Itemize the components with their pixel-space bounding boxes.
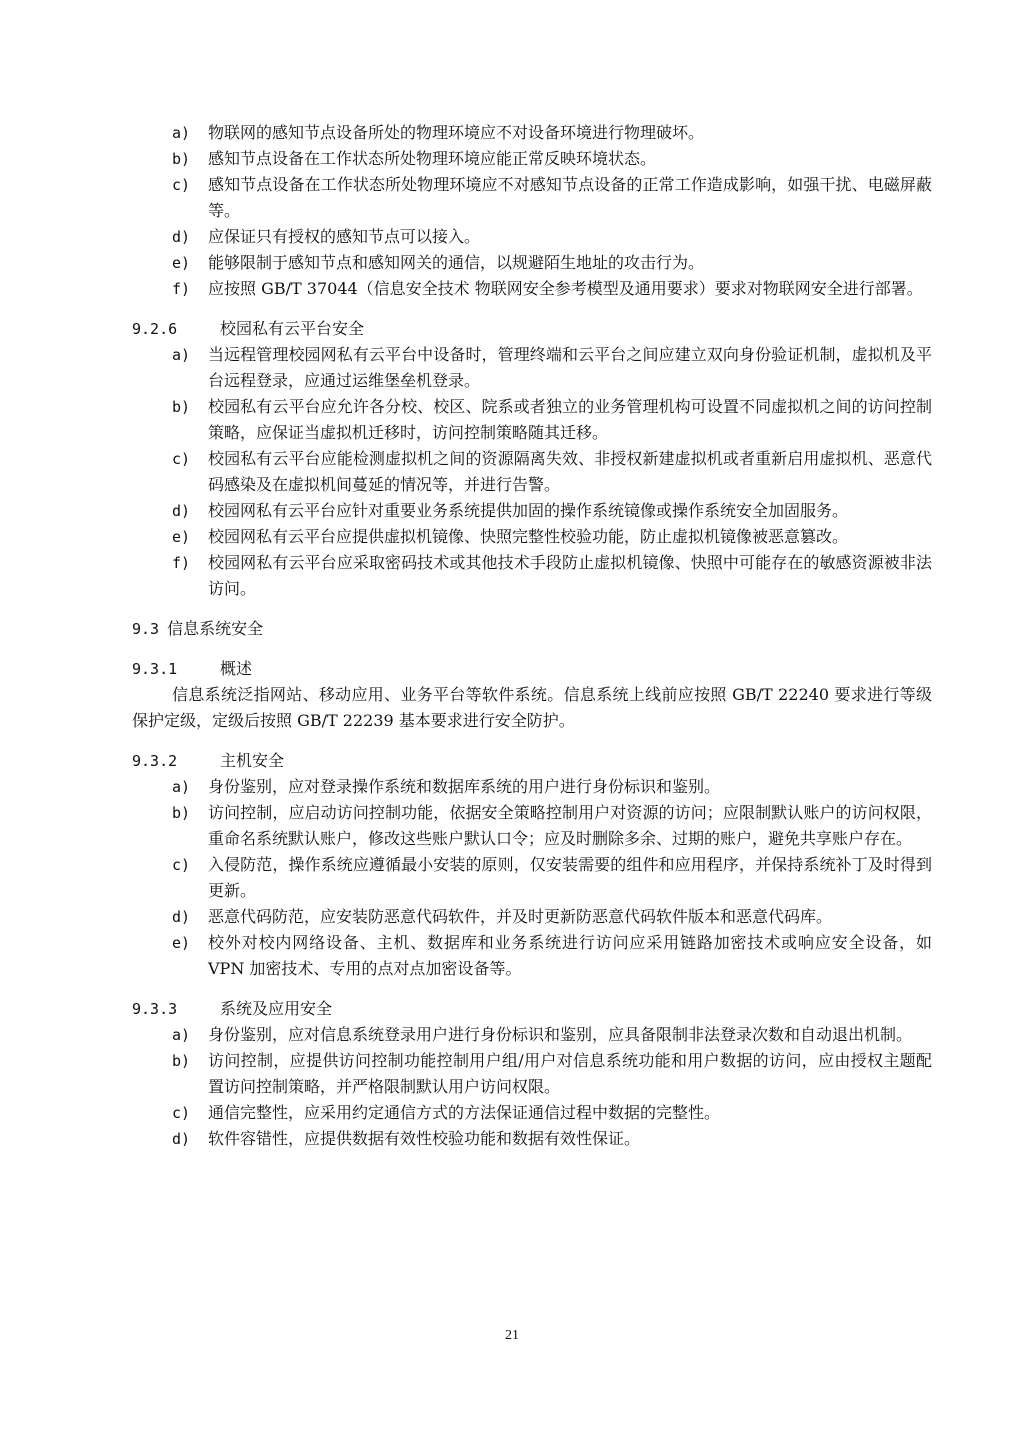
section-title: 校园私有云平台安全	[220, 319, 365, 338]
section-number: 9.3	[132, 620, 160, 638]
list-item	[132, 394, 932, 446]
section-heading-9-3-1	[132, 656, 932, 682]
list-item-label: c)	[172, 176, 191, 194]
list-item	[132, 524, 932, 550]
list-item	[132, 904, 932, 930]
list-item-label: d)	[172, 228, 191, 246]
section-title: 系统及应用安全	[220, 999, 333, 1018]
list-item-text: 校外对校内网络设备、主机、数据库和业务系统进行访问应采用链路加密技术或响应安全设备，如 VPN 加密技术、专用的点对点加密设备等。	[208, 933, 932, 978]
list-item-label: f)	[172, 554, 191, 572]
list-item-label: a)	[172, 346, 191, 364]
section-number: 9.3.2	[132, 752, 178, 770]
list-item-text: 应保证只有授权的感知节点可以接入。	[208, 227, 481, 246]
list-item-text: 访问控制，应提供访问控制功能控制用户组/用户对信息系统功能和用户数据的访问，应由授权主题配置访问控制策略，并严格限制默认用户访问权限。	[208, 1051, 932, 1096]
list-item-label: b)	[172, 398, 191, 416]
section-heading-9-2-6	[132, 316, 932, 342]
list-item	[132, 852, 932, 904]
iot-requirements-list	[132, 120, 932, 302]
list-item-text: 物联网的感知节点设备所处的物理环境应不对设备环境进行物理破坏。	[208, 123, 705, 142]
host-security-list	[132, 774, 932, 982]
app-security-list	[132, 1022, 932, 1152]
list-item	[132, 1048, 932, 1100]
list-item	[132, 550, 932, 602]
list-item-label: a)	[172, 778, 191, 796]
list-item-label: f)	[172, 280, 191, 298]
list-item-text: 应按照 GB/T 37044（信息安全技术 物联网安全参考模型及通用要求）要求对物联网安全进行部署。	[208, 279, 923, 298]
list-item	[132, 224, 932, 250]
list-item-label: a)	[172, 124, 191, 142]
section-number: 9.3.3	[132, 1000, 178, 1018]
overview-paragraph: 信息系统泛指网站、移动应用、业务平台等软件系统。信息系统上线前应按照 GB/T 22240 要求进行等级保护定级，定级后按照 GB/T 22239 基本要求进行安全防护。	[132, 685, 932, 730]
list-item-text: 身份鉴别，应对信息系统登录用户进行身份标识和鉴别，应具备限制非法登录次数和自动退出机制。	[208, 1025, 913, 1044]
list-item-label: c)	[172, 856, 191, 874]
list-item-label: b)	[172, 804, 191, 822]
section-number: 9.2.6	[132, 320, 178, 338]
list-item-text: 感知节点设备在工作状态所处物理环境应不对感知节点设备的正常工作造成影响，如强干扰、电磁屏蔽等。	[208, 175, 932, 220]
list-item	[132, 250, 932, 276]
list-item-text: 身份鉴别，应对登录操作系统和数据库系统的用户进行身份标识和鉴别。	[208, 777, 721, 796]
list-item-text: 校园网私有云平台应采取密码技术或其他技术手段防止虚拟机镜像、快照中可能存在的敏感资源被非法访问。	[208, 553, 932, 598]
list-item-label: c)	[172, 1104, 191, 1122]
cloud-security-list	[132, 342, 932, 602]
list-item-label: d)	[172, 908, 191, 926]
section-title: 信息系统安全	[167, 619, 264, 638]
list-item-text: 校园网私有云平台应针对重要业务系统提供加固的操作系统镜像或操作系统安全加固服务。	[208, 501, 849, 520]
list-item-text: 访问控制，应启动访问控制功能，依据安全策略控制用户对资源的访问；应限制默认账户的访问权限，重命名系统默认账户，修改这些账户默认口令；应及时删除多余、过期的账户，避免共享账户存在。	[208, 803, 932, 848]
list-item-text: 入侵防范，操作系统应遵循最小安装的原则，仅安装需要的组件和应用程序，并保持系统补丁及时得到更新。	[208, 855, 932, 900]
section-title: 主机安全	[220, 751, 285, 770]
list-item-text: 恶意代码防范，应安装防恶意代码软件，并及时更新防恶意代码软件版本和恶意代码库。	[208, 907, 833, 926]
list-item	[132, 446, 932, 498]
list-item-text: 通信完整性，应采用约定通信方式的方法保证通信过程中数据的完整性。	[208, 1103, 721, 1122]
section-heading-9-3	[132, 616, 932, 642]
list-item	[132, 1126, 932, 1152]
list-item	[132, 276, 932, 302]
list-item	[132, 172, 932, 224]
list-item-label: e)	[172, 528, 191, 546]
list-item-text: 感知节点设备在工作状态所处物理环境应能正常反映环境状态。	[208, 149, 657, 168]
list-item	[132, 774, 932, 800]
section-number: 9.3.1	[132, 660, 178, 678]
page-content	[132, 120, 932, 1152]
list-item-label: b)	[172, 150, 191, 168]
list-item	[132, 146, 932, 172]
list-item	[132, 498, 932, 524]
list-item-text: 校园私有云平台应能检测虚拟机之间的资源隔离失效、非授权新建虚拟机或者重新启用虚拟机、恶意代码感染及在虚拟机间蔓延的情况等，并进行告警。	[208, 449, 932, 494]
list-item	[132, 1100, 932, 1126]
list-item	[132, 120, 932, 146]
list-item	[132, 1022, 932, 1048]
list-item-label: b)	[172, 1052, 191, 1070]
list-item	[132, 930, 932, 982]
list-item	[132, 342, 932, 394]
page-number: 21	[505, 1328, 519, 1343]
list-item-text: 校园私有云平台应允许各分校、校区、院系或者独立的业务管理机构可设置不同虚拟机之间的访问控制策略，应保证当虚拟机迁移时，访问控制策略随其迁移。	[208, 397, 932, 442]
list-item-text: 能够限制于感知节点和感知网关的通信，以规避陌生地址的攻击行为。	[208, 253, 705, 272]
list-item-label: e)	[172, 934, 191, 952]
list-item-label: c)	[172, 450, 191, 468]
list-item	[132, 800, 932, 852]
list-item-text: 软件容错性，应提供数据有效性校验功能和数据有效性保证。	[208, 1129, 641, 1148]
list-item-label: a)	[172, 1026, 191, 1044]
section-heading-9-3-2	[132, 748, 932, 774]
list-item-label: e)	[172, 254, 191, 272]
section-heading-9-3-3	[132, 996, 932, 1022]
list-item-label: d)	[172, 502, 191, 520]
list-item-label: d)	[172, 1130, 191, 1148]
list-item-text: 当远程管理校园网私有云平台中设备时，管理终端和云平台之间应建立双向身份验证机制，虚拟机及平台远程登录，应通过运维堡垒机登录。	[208, 345, 932, 390]
list-item-text: 校园网私有云平台应提供虚拟机镜像、快照完整性校验功能，防止虚拟机镜像被恶意篡改。	[208, 527, 849, 546]
section-title: 概述	[220, 659, 253, 678]
